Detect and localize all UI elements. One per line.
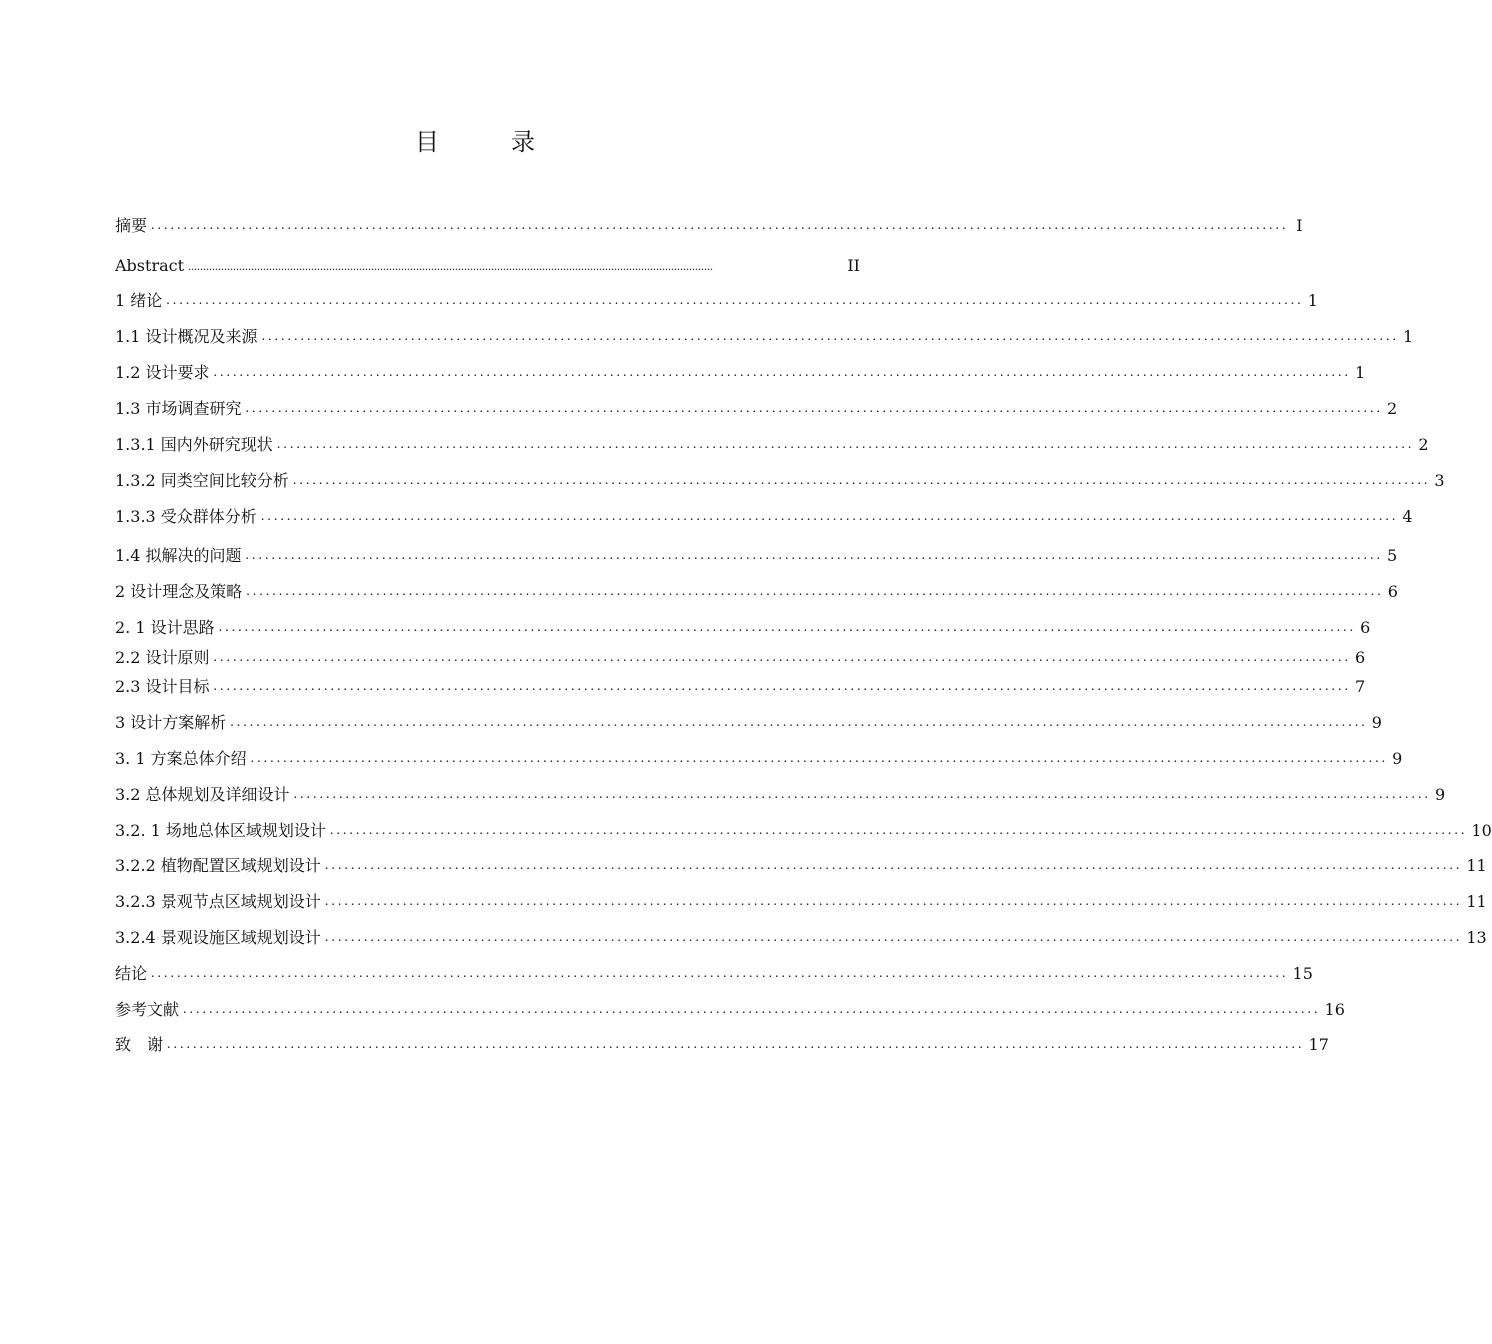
toc-entry-page: 6 xyxy=(1360,618,1371,637)
toc-entry[interactable] xyxy=(115,214,1303,236)
toc-entry-page: 9 xyxy=(1371,713,1382,732)
dot-leader: ............................................................................................................................................................................... xyxy=(246,584,1384,599)
toc-entry[interactable] xyxy=(115,747,1403,769)
toc-entry-label: 结论 xyxy=(115,964,148,983)
toc-entry-label: 3.2.3 景观节点区域规划设计 xyxy=(115,892,321,911)
dot-leader: ............................................................................................................................................................................... xyxy=(166,293,1304,308)
toc-entry-page: 11 xyxy=(1466,892,1487,911)
dot-leader: ............................................................................................................................................................................... xyxy=(183,1002,1321,1017)
toc-entry-page: 13 xyxy=(1466,928,1487,947)
toc-entry[interactable] xyxy=(115,580,1398,602)
toc-entry-label: 1.2 设计要求 xyxy=(115,363,210,382)
toc-entry-label: 1.3.2 同类空间比较分析 xyxy=(115,471,289,490)
dot-leader: ............................................................................................................................................................................... xyxy=(213,365,1352,380)
dot-leader: ............................................................................................................................................................................... xyxy=(276,437,1415,452)
dot-leader: ............................................................................................................................................................................... xyxy=(329,823,1468,838)
toc-entry-label: 1.3.3 受众群体分析 xyxy=(115,507,257,526)
toc-entry-page: 2 xyxy=(1418,435,1429,454)
toc-entry-label: 2.2 设计原则 xyxy=(115,648,210,667)
toc-entry-page: 6 xyxy=(1355,648,1366,667)
toc-entry[interactable] xyxy=(115,325,1414,347)
toc-entry[interactable] xyxy=(115,819,1492,841)
toc-entry[interactable] xyxy=(115,711,1382,733)
toc-entry[interactable] xyxy=(115,254,860,276)
toc-entry-page: 3 xyxy=(1434,471,1445,490)
toc-entry[interactable] xyxy=(115,1033,1329,1055)
toc-entry-page: 6 xyxy=(1387,582,1398,601)
toc-entry[interactable] xyxy=(115,890,1487,912)
toc-entry-label: 1 绪论 xyxy=(115,291,163,310)
toc-entry[interactable] xyxy=(115,962,1313,984)
dot-leader: ............................................................................................................................................................................... xyxy=(213,650,1352,665)
toc-entry[interactable] xyxy=(115,469,1445,491)
toc-entry-label: 3. 1 方案总体介绍 xyxy=(115,749,247,768)
toc-entry-page: 9 xyxy=(1435,785,1446,804)
toc-entry-page: 1 xyxy=(1403,327,1414,346)
dot-leader: ............................................................................................................................................................................... xyxy=(261,329,1400,344)
dot-leader: ............................................................................................................................................................................... xyxy=(292,473,1431,488)
toc-entry-page: 1 xyxy=(1355,363,1366,382)
toc-entry-label: 1.4 拟解决的问题 xyxy=(115,546,242,565)
toc-entry-label: 参考文献 xyxy=(115,1000,180,1019)
toc-entry[interactable] xyxy=(115,289,1318,311)
dot-leader: ............................................................................................................................................................................... xyxy=(151,218,1289,233)
toc-entry-label: 1.3.1 国内外研究现状 xyxy=(115,435,273,454)
toc-entry[interactable] xyxy=(115,854,1487,876)
dot-leader: ............................................................................................................................................................................... xyxy=(324,858,1463,873)
toc-entry-label: 2. 1 设计思路 xyxy=(115,618,215,637)
dot-leader: ............................................................................................................................................................................... xyxy=(250,751,1389,766)
toc-entry-label: 摘要 xyxy=(115,216,148,235)
toc-entry-page: 1 xyxy=(1307,291,1318,310)
toc-entry-label: 2 设计理念及策略 xyxy=(115,582,243,601)
dot-leader: ............................................................................................................................................................................... xyxy=(167,1037,1305,1052)
toc-entry[interactable] xyxy=(115,998,1345,1020)
toc-entry[interactable] xyxy=(115,675,1366,697)
dot-leader: ............................................................................................................................................................................... xyxy=(293,787,1432,802)
toc-entry[interactable] xyxy=(115,616,1371,638)
toc-entry[interactable] xyxy=(115,926,1487,948)
toc-entry-page: 16 xyxy=(1324,1000,1345,1019)
dot-leader: ............................................................................................................................................................................... xyxy=(188,259,714,273)
toc-entry[interactable] xyxy=(115,433,1429,455)
toc-entry-label: 2.3 设计目标 xyxy=(115,677,210,696)
toc-entry-page: 15 xyxy=(1292,964,1313,983)
dot-leader: ............................................................................................................................................................................... xyxy=(260,509,1399,524)
toc-entry[interactable] xyxy=(115,361,1366,383)
dot-leader: ............................................................................................................................................................................... xyxy=(245,548,1384,563)
toc-entry-label: Abstract xyxy=(115,256,185,275)
dot-leader: ............................................................................................................................................................................... xyxy=(324,930,1463,945)
toc-entry[interactable] xyxy=(115,505,1413,527)
dot-leader: ............................................................................................................................................................................... xyxy=(213,679,1352,694)
toc-entry-page: 9 xyxy=(1392,749,1403,768)
toc-entry-label: 1.3 市场调查研究 xyxy=(115,399,242,418)
toc-entry-label: 致 谢 xyxy=(115,1035,164,1054)
toc-entry-page: I xyxy=(1296,216,1303,235)
toc-entry-page: 17 xyxy=(1308,1035,1329,1054)
dot-leader: ............................................................................................................................................................................... xyxy=(230,715,1368,730)
toc-entry-page: 10 xyxy=(1471,821,1492,840)
toc-entry-page: 2 xyxy=(1387,399,1398,418)
toc-entry-label: 3 设计方案解析 xyxy=(115,713,227,732)
toc-entry-page: 7 xyxy=(1355,677,1366,696)
toc-entry-label: 3.2.4 景观设施区域规划设计 xyxy=(115,928,321,947)
dot-leader: ............................................................................................................................................................................... xyxy=(151,966,1289,981)
toc-entry-page: 11 xyxy=(1466,856,1487,875)
toc-entry-label: 3.2.2 植物配置区域规划设计 xyxy=(115,856,321,875)
page-title: 目 录 xyxy=(415,128,559,156)
toc-entry-label: 1.1 设计概况及来源 xyxy=(115,327,258,346)
toc-entry[interactable] xyxy=(115,646,1366,668)
toc-entry-page: 5 xyxy=(1387,546,1398,565)
dot-leader: ............................................................................................................................................................................... xyxy=(324,894,1463,909)
dot-leader: ............................................................................................................................................................................... xyxy=(245,401,1384,416)
toc-entry[interactable] xyxy=(115,544,1398,566)
toc-entry-label: 3.2. 1 场地总体区域规划设计 xyxy=(115,821,326,840)
toc-entry-page: 4 xyxy=(1402,507,1413,526)
toc-entry-label: 3.2 总体规划及详细设计 xyxy=(115,785,290,804)
toc-entry[interactable] xyxy=(115,397,1398,419)
toc-entry[interactable] xyxy=(115,783,1446,805)
dot-leader: ............................................................................................................................................................................... xyxy=(218,620,1357,635)
toc-entry-page: II xyxy=(847,256,860,275)
